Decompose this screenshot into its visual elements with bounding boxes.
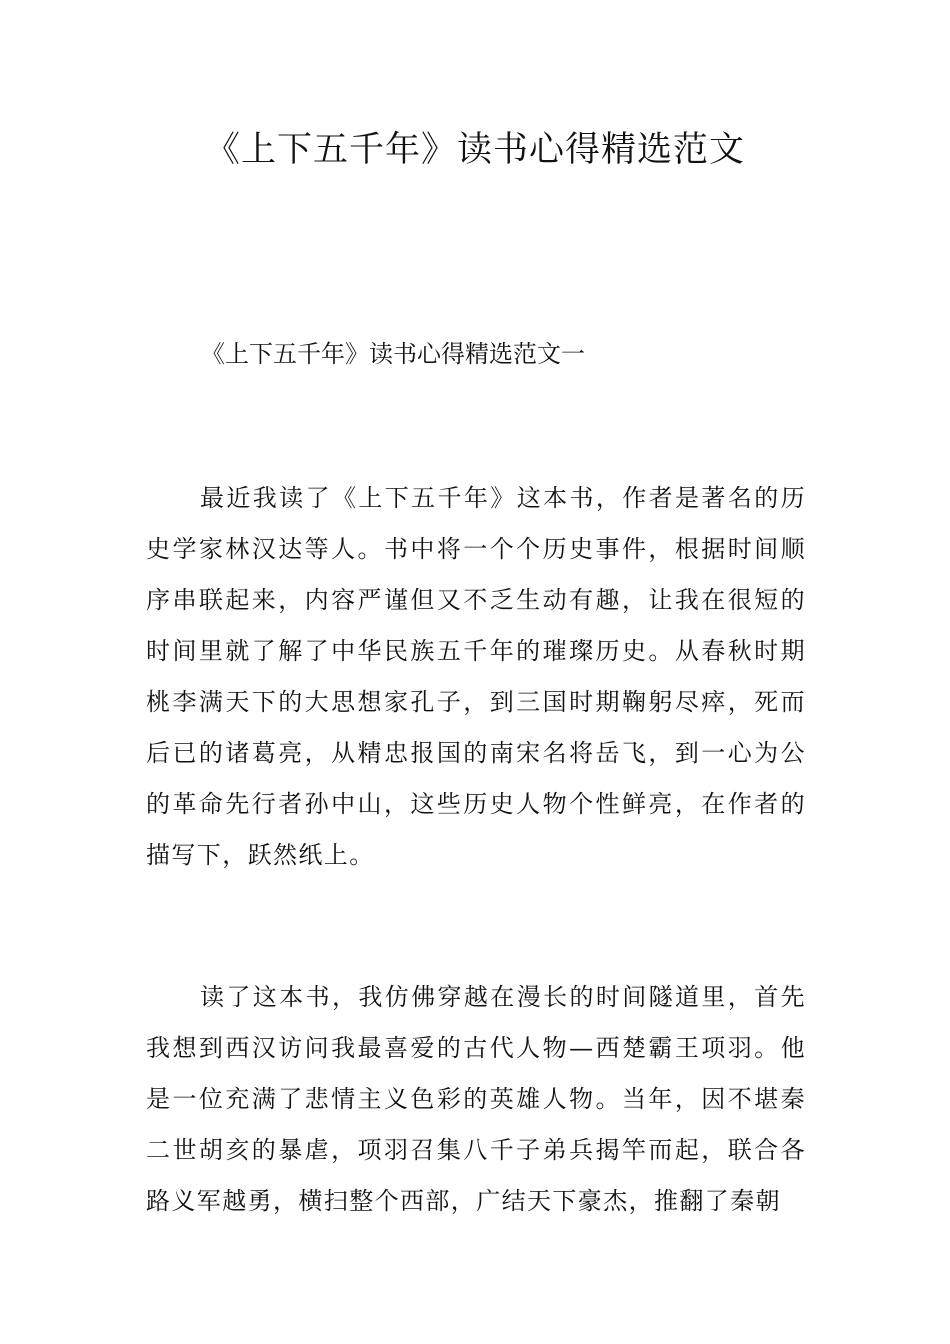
paragraph-1: 最近我读了《上下五千年》这本书，作者是著名的历史学家林汉达等人。书中将一个个历史事件，根据时间顺序串联起来，内容严谨但又不乏生动有趣，让我在很短的时间里就了解了中华民族五千年的璀璨历史。从春秋时期桃李满天下的大思想家孔子，到三国时期鞠躬尽瘁，死而后已的诸葛亮，从精忠报国的南宋名将岳飞，到一心为公的革命先行者孙中山，这些历史人物个性鲜亮，在作者的描写下，跃然纸上。 (146, 484, 806, 869)
paragraph-2: 读了这本书，我仿佛穿越在漫长的时间隧道里，首先我想到西汉访问我最喜爱的古代人物—西楚霸王项羽。他是一位充满了悲情主义色彩的英雄人物。当年，因不堪秦二世胡亥的暴虐，项羽召集八千子弟兵揭竿而起，联合各路义军越勇，横扫整个西部，广结天下豪杰，推翻了秦朝 (146, 983, 806, 1215)
section-heading: 《上下五千年》读书心得精选范文一 (201, 340, 585, 368)
document-title: 《上下五千年》读书心得精选范文 (204, 130, 745, 170)
